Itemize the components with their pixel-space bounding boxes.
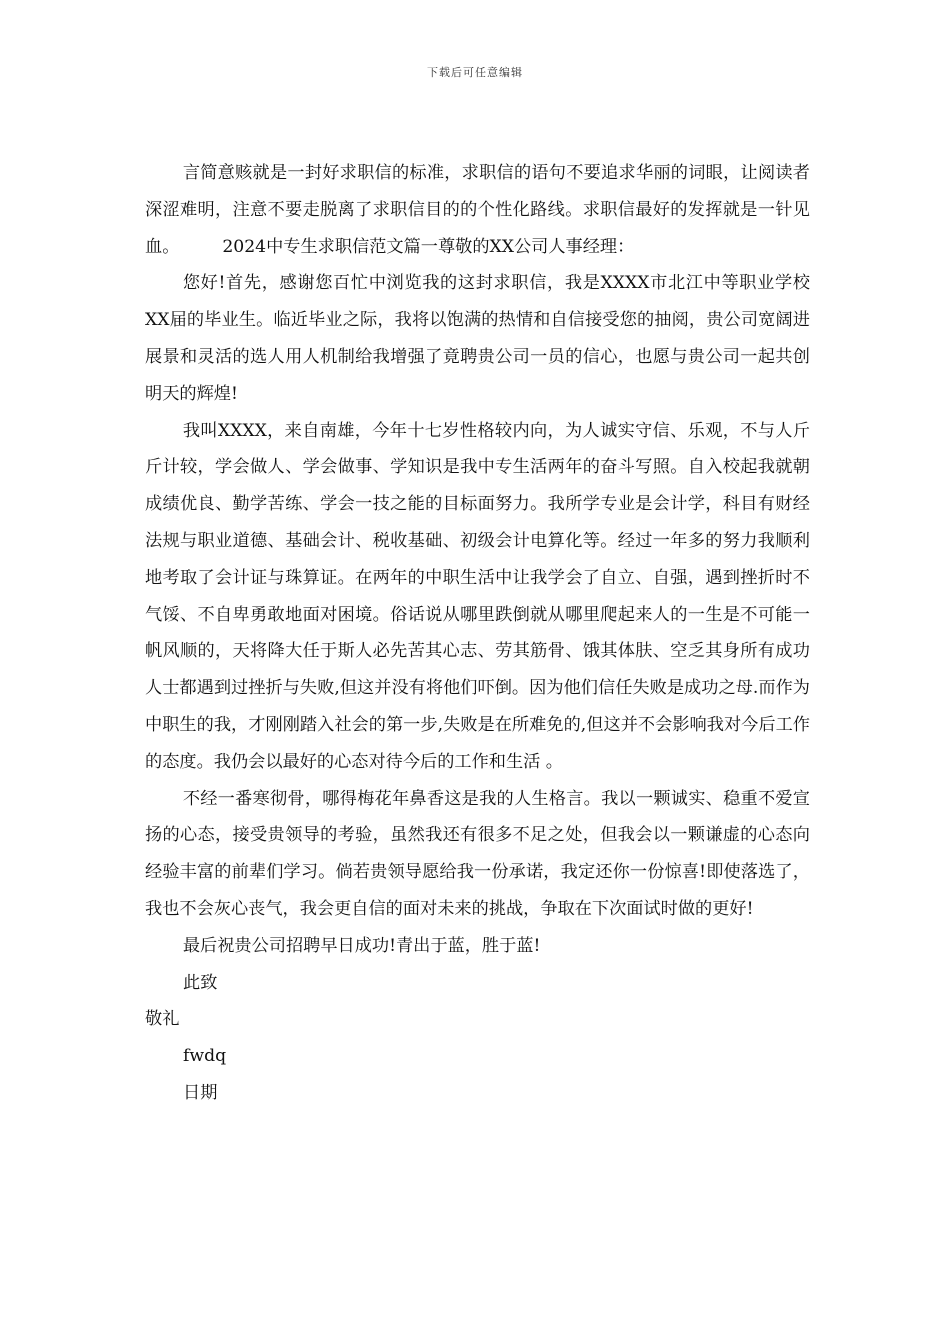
self-introduction-paragraph: 我叫XXXX，来自南雄，今年十七岁性格较内向，为人诚实守信、乐观，不与人斤斤计较，学会做人、学会做事、学知识是我中专生活两年的奋斗写照。自入校起我就朝成绩优良、勤学苦练、学会一技之能的目标面努力。我所学专业是会计学，科目有财经法规与职业道德、基础会计、税收基础、初级会计电算化等。经过一年多的努力我顺利地考取了会计证与珠算证。在两年的中职生活中让我学会了自立、自强，遇到挫折时不气馁、不自卑勇敢地面对困境。俗话说从哪里跌倒就从哪里爬起来人的一生是不可能一帆风顺的，天将降大任于斯人必先苦其心志、劳其筋骨、饿其体肤、空乏其身所有成功人士都遇到过挫折与失败,但这并没有将他们吓倒。因为他们信任失败是成功之母.而作为中职生的我，才刚刚踏入社会的第一步,失败是在所难免的,但这并不会影响我对今后工作的态度。我仍会以最好的心态对待今后的工作和生活 。 [145,420,810,772]
closing-cizhi: 此致 [183,972,218,993]
date-label: 日期 [183,1082,218,1103]
wishes-paragraph: 最后祝贵公司招聘早日成功!青出于蓝，胜于蓝! [182,935,541,956]
letter-body [145,155,810,1112]
closing-jingli: 敬礼 [145,1009,180,1030]
page-header: 下载后可任意编辑 [427,66,523,79]
greeting-paragraph: 您好!首先，感谢您百忙中浏览我的这封求职信，我是XXXX市北江中等职业学校XX届的毕业生。临近毕业之际，我将以饱满的热情和自信接受您的抽阅，贵公司宽阔进展景和灵活的选人用人机制给我增强了竟聘贵公司一员的信心，也愿与贵公司一起共创明天的辉煌! [145,273,810,404]
signature: fwdq [183,1046,227,1067]
motto-paragraph: 不经一番寒彻骨，哪得梅花年鼻香这是我的人生格言。我以一颗诚实、稳重不爱宣扬的心态，接受贵领导的考验，虽然我还有很多不足之处，但我会以一颗谦虚的心态向经验丰富的前辈们学习。倘若贵领导愿给我一份承诺，我定还你一份惊喜!即使落选了，我也不会灰心丧气，我会更自信的面对未来的挑战，争取在下次面试时做的更好! [145,788,810,919]
intro-paragraph: 言简意赅就是一封好求职信的标准，求职信的语句不要追求华丽的词眼，让阅读者深涩难明，注意不要走脱离了求职信目的的个性化路线。求职信最好的发挥就是一针见血。 2024中专生求职信范文篇一尊敬的XX公司人事经理： [145,163,810,257]
